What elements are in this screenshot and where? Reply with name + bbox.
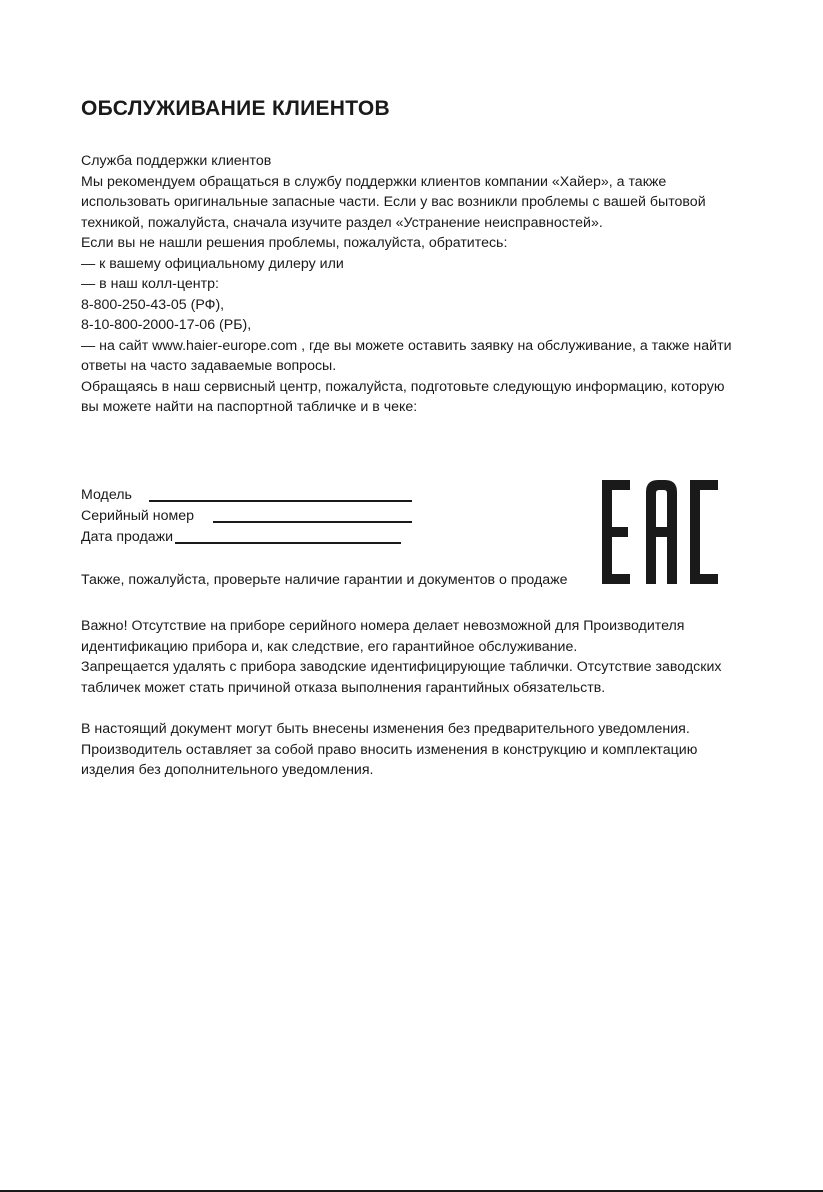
serial-field-line	[213, 521, 412, 523]
intro-line: — в наш колл-центр:	[81, 276, 219, 292]
phone-by: 8-10-800-2000-17-06 (РБ),	[81, 317, 252, 333]
intro-line: ответы на часто задаваемые вопросы.	[81, 358, 337, 374]
important-line: идентификацию прибора и, как следствие, его гарантийное обслуживание.	[81, 638, 578, 655]
intro-line: Мы рекомендуем обращаться в службу поддержки клиентов компании «Хайер», а также	[81, 173, 667, 190]
eac-letter-a	[646, 480, 677, 584]
important-line: Важно! Отсутствие на приборе серийного номера делает невозможной для Производителя	[81, 618, 685, 634]
important-line: табличек может стать причиной отказа выполнения гарантийных обязательств.	[81, 679, 606, 696]
intro-line: — к вашему официальному дилеру или	[81, 255, 344, 272]
changes-notice	[81, 719, 697, 781]
model-label: Модель	[81, 487, 132, 503]
model-field-line	[149, 500, 412, 502]
eac-logo	[602, 480, 718, 584]
date-label: Дата продажи	[81, 529, 174, 545]
page-title: ОБСЛУЖИВАНИЕ КЛИЕНТОВ	[81, 97, 390, 120]
notice-line: В настоящий документ могут быть внесены изменения без предварительного уведомления.	[81, 721, 690, 737]
notice-line: изделия без дополнительного уведомления.	[81, 762, 374, 778]
date-field-line	[175, 542, 401, 544]
support-intro	[81, 151, 732, 418]
intro-line: вы можете найти на паспортной табличке и в чеке:	[81, 399, 418, 415]
important-line: Запрещается удалять с прибора заводские идентифицирующие таблички. Отсутствие заводских	[81, 659, 722, 675]
website-line: — на сайт www.haier-europe.com , где вы можете оставить заявку на обслуживание, а также найти	[81, 337, 732, 354]
phone-ru: 8-800-250-43-05 (РФ),	[81, 296, 225, 313]
check-documents	[81, 570, 568, 591]
check-text: Также, пожалуйста, проверьте наличие гарантии и документов о продаже	[81, 572, 568, 588]
intro-line: Служба поддержки клиентов	[81, 153, 272, 169]
intro-line: использовать оригинальные запасные части. Если у вас возникли проблемы с вашей бытовой	[81, 194, 706, 210]
important-notice	[81, 616, 721, 698]
serial-label: Серийный номер	[81, 508, 195, 524]
intro-line: Если вы не нашли решения проблемы, пожалуйста, обратитесь:	[81, 235, 508, 251]
intro-line: Обращаясь в наш сервисный центр, пожалуйста, подготовьте следующую информацию, которую	[81, 378, 725, 395]
intro-line: техникой, пожалуйста, сначала изучите раздел «Устранение неисправностей».	[81, 214, 603, 231]
notice-line: Производитель оставляет за собой право вносить изменения в конструкцию и комплектацию	[81, 741, 698, 758]
